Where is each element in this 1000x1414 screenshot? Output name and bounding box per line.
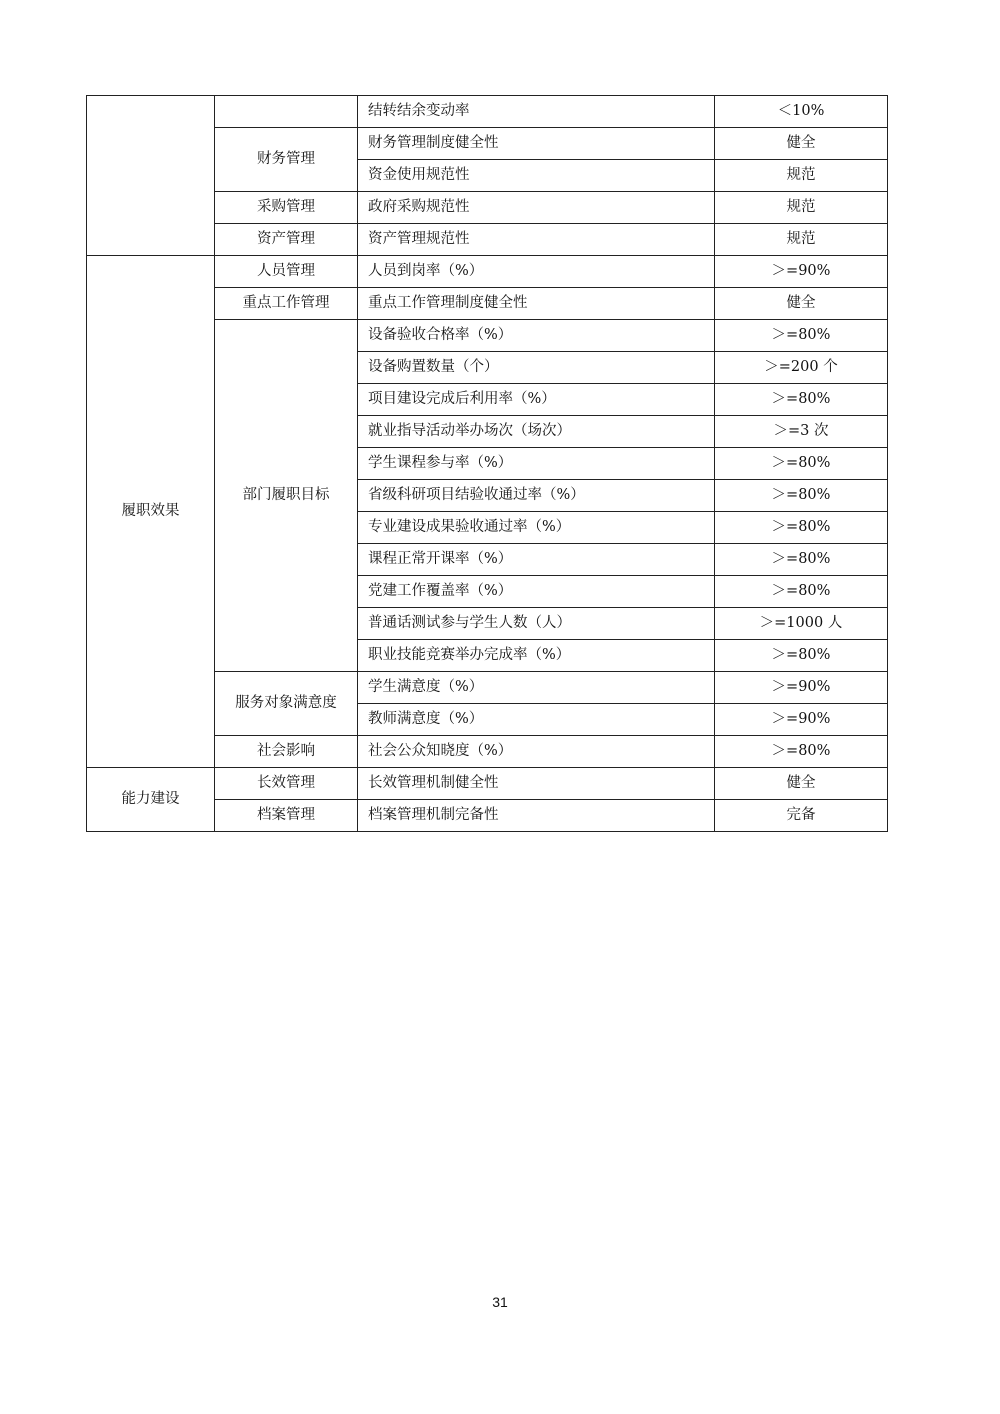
target-value-cell: 规范 [715,224,888,256]
indicator-cell: 社会公众知晓度（%） [358,736,715,768]
indicator-cell: 专业建设成果验收通过率（%） [358,512,715,544]
target-value-cell: ＞=80% [715,736,888,768]
table-row [87,768,888,800]
target-value-cell: 规范 [715,192,888,224]
indicator-cell: 设备验收合格率（%） [358,320,715,352]
level1-category-cell: 履职效果 [87,256,215,768]
indicator-cell: 就业指导活动举办场次（场次） [358,416,715,448]
indicator-cell: 结转结余变动率 [358,96,715,128]
level2-category-cell: 财务管理 [215,128,358,192]
level2-category-cell: 服务对象满意度 [215,672,358,736]
target-value-cell: 健全 [715,128,888,160]
performance-indicator-table [86,95,888,832]
indicator-cell: 项目建设完成后利用率（%） [358,384,715,416]
target-value-cell: 健全 [715,768,888,800]
target-value-cell: ＞=3 次 [715,416,888,448]
target-value-cell: ＞=80% [715,384,888,416]
indicator-cell: 资产管理规范性 [358,224,715,256]
level2-category-cell: 重点工作管理 [215,288,358,320]
indicator-cell: 资金使用规范性 [358,160,715,192]
level1-category-cell: 能力建设 [87,768,215,832]
target-value-cell: ＞=80% [715,512,888,544]
table-row [87,256,888,288]
indicator-cell: 省级科研项目结验收通过率（%） [358,480,715,512]
target-value-cell: ＞=80% [715,448,888,480]
table-body [87,96,888,832]
indicator-cell: 普通话测试参与学生人数（人） [358,608,715,640]
level2-category-cell: 长效管理 [215,768,358,800]
indicator-cell: 教师满意度（%） [358,704,715,736]
indicator-cell: 党建工作覆盖率（%） [358,576,715,608]
target-value-cell: 健全 [715,288,888,320]
level2-category-cell: 采购管理 [215,192,358,224]
indicator-cell: 学生满意度（%） [358,672,715,704]
target-value-cell: 完备 [715,800,888,832]
target-value-cell: ＞=90% [715,672,888,704]
indicator-cell: 财务管理制度健全性 [358,128,715,160]
target-value-cell: ＞=90% [715,256,888,288]
target-value-cell: ＞=90% [715,704,888,736]
target-value-cell: ＞=80% [715,544,888,576]
page-number: 31 [492,1294,508,1310]
target-value-cell: ＞=1000 人 [715,608,888,640]
target-value-cell: ＞=200 个 [715,352,888,384]
indicator-cell: 政府采购规范性 [358,192,715,224]
level2-category-cell: 档案管理 [215,800,358,832]
level1-category-cell [87,96,215,256]
indicator-cell: 重点工作管理制度健全性 [358,288,715,320]
level2-category-cell: 社会影响 [215,736,358,768]
indicator-cell: 长效管理机制健全性 [358,768,715,800]
target-value-cell: ＞=80% [715,640,888,672]
target-value-cell: ＞=80% [715,320,888,352]
indicator-cell: 学生课程参与率（%） [358,448,715,480]
level2-category-cell [215,96,358,128]
table-row [87,96,888,128]
target-value-cell: ＜10% [715,96,888,128]
indicator-cell: 人员到岗率（%） [358,256,715,288]
target-value-cell: ＞=80% [715,576,888,608]
level2-category-cell: 人员管理 [215,256,358,288]
target-value-cell: 规范 [715,160,888,192]
target-value-cell: ＞=80% [715,480,888,512]
indicator-cell: 档案管理机制完备性 [358,800,715,832]
indicator-cell: 职业技能竞赛举办完成率（%） [358,640,715,672]
indicator-cell: 课程正常开课率（%） [358,544,715,576]
level2-category-cell: 资产管理 [215,224,358,256]
indicator-cell: 设备购置数量（个） [358,352,715,384]
level2-category-cell: 部门履职目标 [215,320,358,672]
